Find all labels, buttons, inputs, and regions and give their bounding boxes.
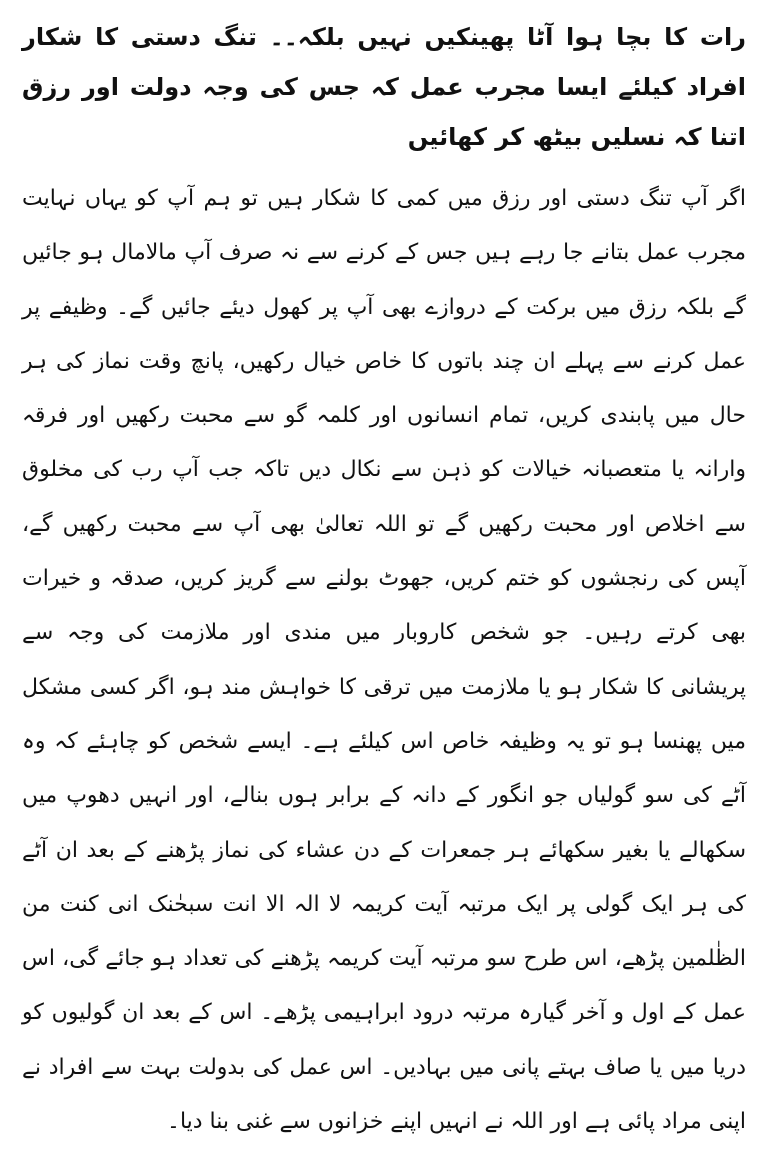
article-body: اگر آپ تنگ دستی اور رزق میں کمی کا شکار ہیں تو ہم آپ کو یہاں نہایت مجرب عمل بتانے جا رہے ہیں جس کے کرنے سے نہ صرف آپ مالامال ہو جائیں گے بلکہ رزق میں برکت کے دروازے بھی آپ پر کھول دیئے جائیں گے۔ وظیفے پر عمل کرنے سے پہلے ان چند باتوں کا خاص خیال رکھیں، پانچ وقت نماز کی ہر حال میں پابندی کریں، تمام انسانوں اور کلمہ گو سے محبت رکھیں اور فرقہ وارانہ یا متعصبانہ خیالات کو ذہن سے نکال دیں تاکہ جب آپ رب کی مخلوق سے اخلاص اور محبت رکھیں گے تو اللہ تعالیٰ بھی آپ سے محبت رکھیں گے، آپس کی رنجشوں کو ختم کریں، جھوٹ بولنے سے گریز کریں، صدقہ و خیرات بھی کرتے رہیں۔ جو شخص کاروبار میں مندی اور ملازمت کی وجہ سے پریشانی کا شکار ہو یا ملازمت میں ترقی کا خواہش مند ہو، اگر کسی مشکل میں پھنسا ہو تو یہ وظیفہ خاص اس کیلئے ہے۔ ایسے شخص کو چاہئے کہ وہ آٹے کی سو گولیاں جو انگور کے دانہ کے برابر ہوں بنالے، اور انہیں دھوپ میں سکھالے یا بغیر سکھائے ہر جمعرات کے دن عشاء کی نماز پڑھنے کے بعد ان آٹے کی ہر ایک گولی پر ایک مرتبہ آیت کریمہ لا الہ الا انت سبحٰنک انی کنت من الظٰلمین پڑھے، اس طرح سو مرتبہ آیت کریمہ پڑھنے کی تعداد ہو جائے گی، اس عمل کے اول و آخر گیارہ مرتبہ درود ابراہیمی پڑھے۔ اس کے بعد ان گولیوں کو دریا میں یا صاف بہتے پانی میں بہادیں۔ اس عمل کی بدولت بہت سے افراد نے اپنی مراد پائی ہے اور اللہ نے انہیں اپنے خزانوں سے غنی بنا دیا۔ <box>22 186 746 1135</box>
article-headline: رات کا بچا ہوا آٹا پھینکیں نہیں بلکہ۔۔ تنگ دستی کا شکار افراد کیلئے ایسا مجرب عمل کہ جس کی وجہ دولت اور رزق اتنا کہ نسلیں بیٹھ کر کھائیں <box>22 23 746 151</box>
